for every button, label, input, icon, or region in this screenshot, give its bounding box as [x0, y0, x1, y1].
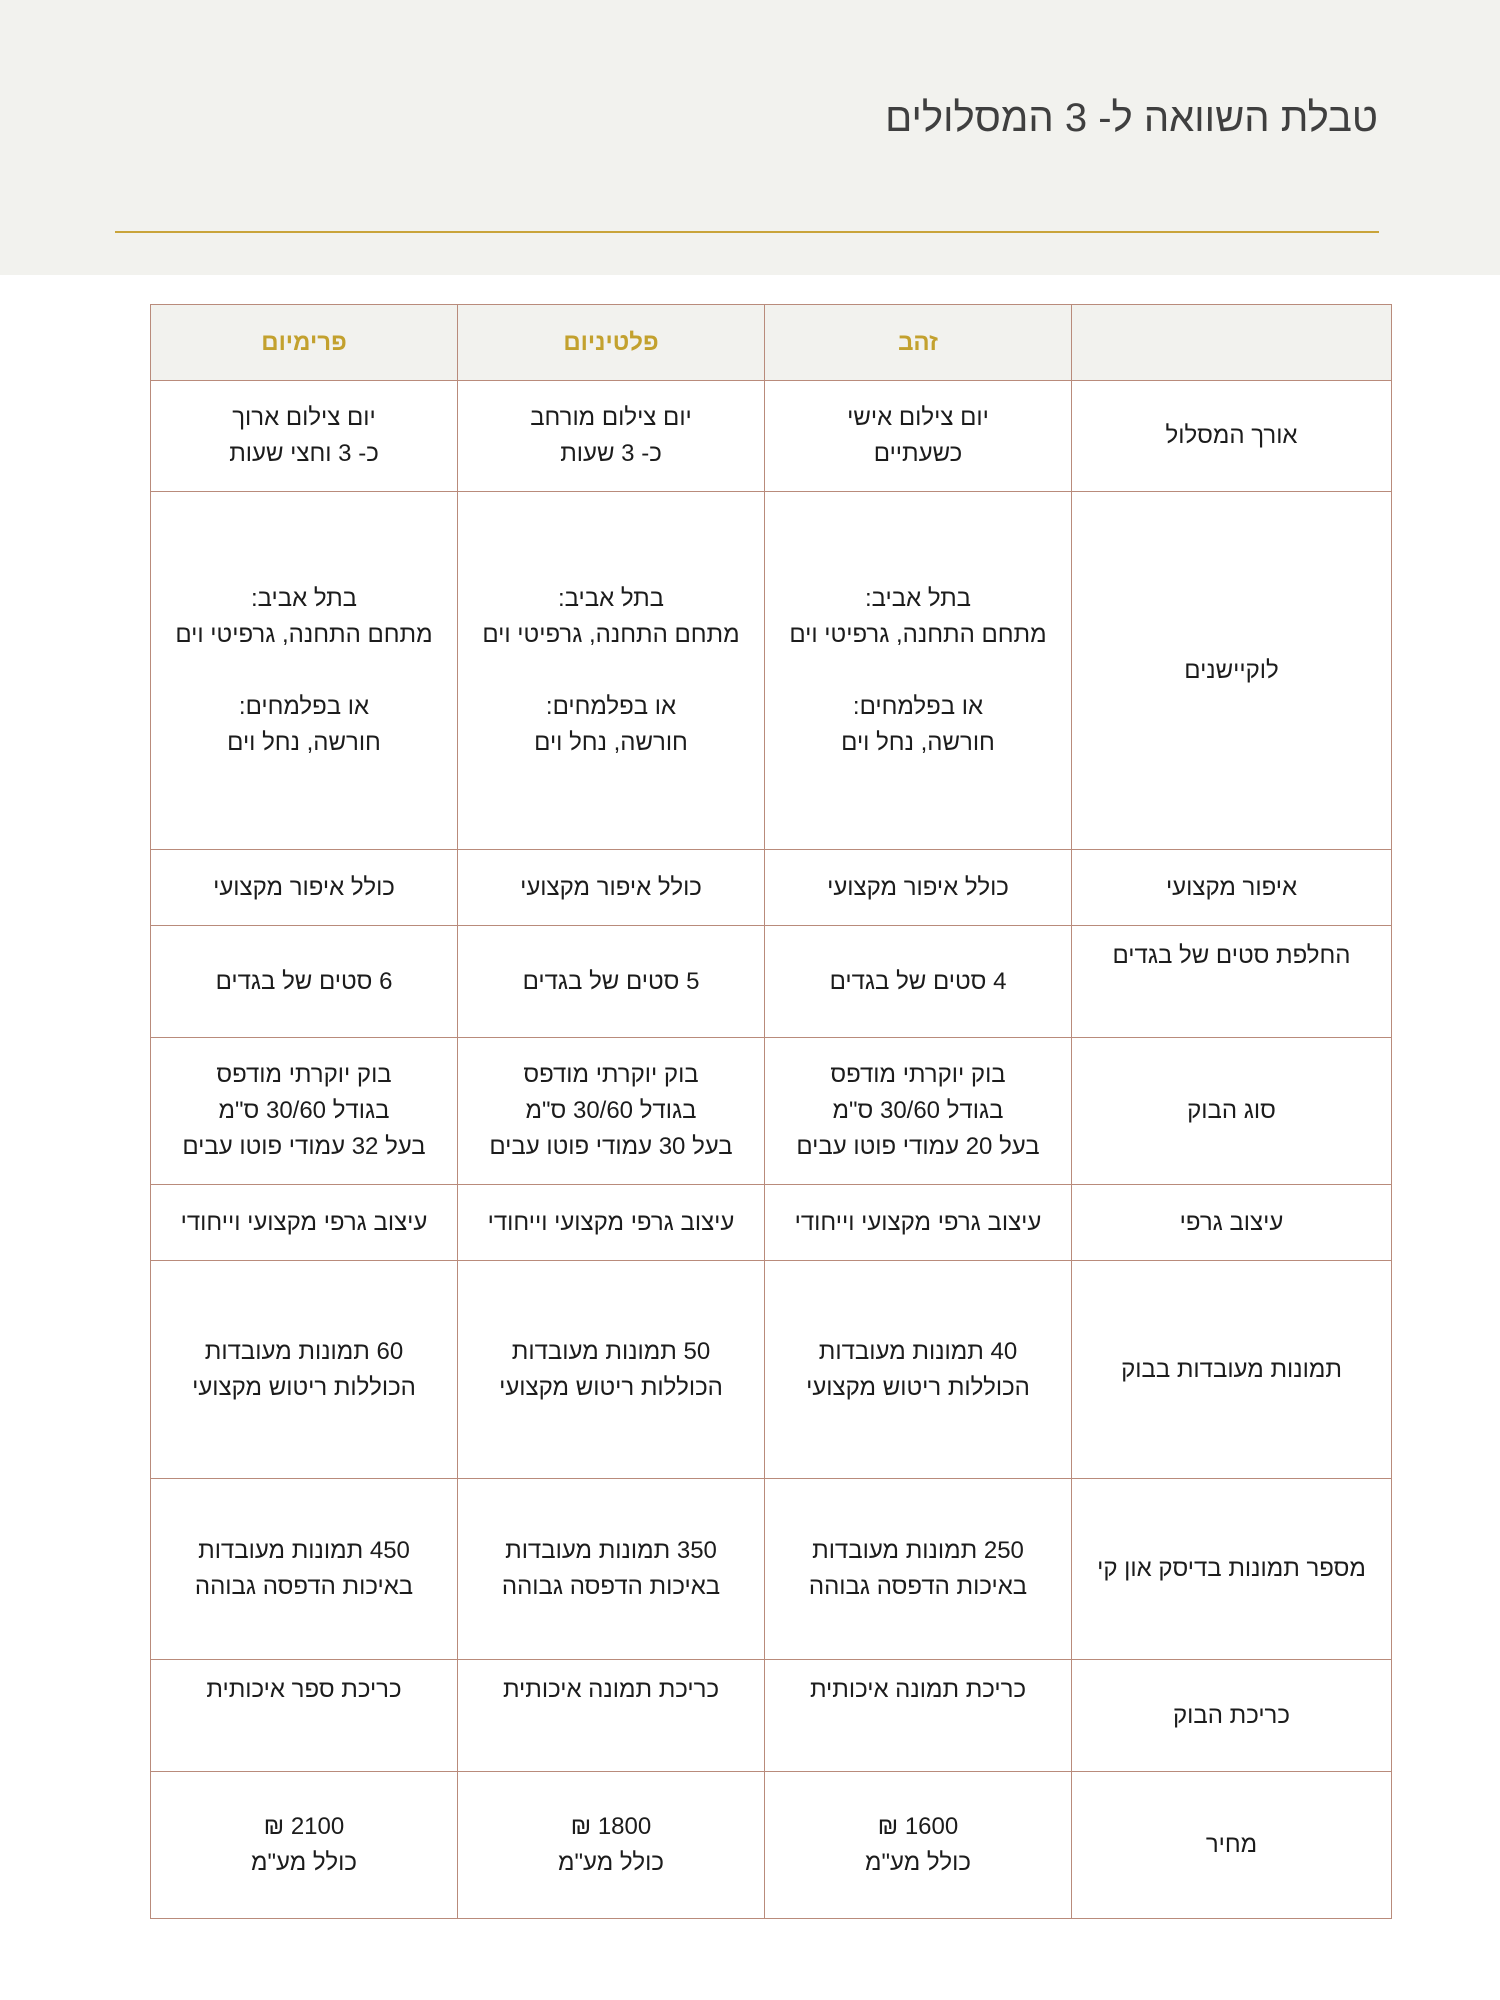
table-cell: [151, 1479, 458, 1660]
table-cell: [151, 850, 458, 926]
table-row: [151, 1660, 1392, 1772]
cell-line: מתחם התחנה, גרפיטי וים: [175, 620, 433, 648]
table-cell: [765, 1038, 1072, 1185]
cell-line: 450 תמונות מעובדות: [198, 1537, 410, 1564]
table-row: [151, 850, 1392, 926]
table-cell: [151, 1660, 458, 1772]
table-cell: [458, 381, 765, 492]
table-row: [151, 381, 1392, 492]
cell-line: כולל איפור מקצועי: [520, 873, 702, 901]
title-divider: [115, 231, 1379, 233]
cell-line: באיכות הדפסה גבוהה: [501, 1573, 721, 1600]
cell-line: עיצוב גרפי מקצועי וייחודי: [794, 1208, 1042, 1236]
cell-line: בתל אביב:: [557, 584, 665, 612]
cell-line: 50 תמונות מעובדות: [511, 1337, 711, 1365]
table-cell: [458, 1660, 765, 1772]
table-cell: [151, 1261, 458, 1479]
table-row: [151, 1185, 1392, 1261]
cell-line: הכוללות ריטוש מקצועי: [192, 1373, 416, 1401]
cell-line: 350 תמונות מעובדות: [505, 1537, 717, 1564]
table-cell: [765, 926, 1072, 1038]
cell-line: כ- 3 וחצי שעות: [229, 440, 379, 467]
table-cell: [151, 492, 458, 850]
cell-line: 60 תמונות מעובדות: [204, 1337, 404, 1365]
cell-line: הכוללות ריטוש מקצועי: [806, 1373, 1030, 1401]
cell-line: בתל אביב:: [250, 584, 358, 612]
table-cell: [151, 1772, 458, 1919]
row-label: מחיר: [1072, 1772, 1392, 1919]
cell-line: חורשה, נחל וים: [841, 728, 995, 756]
header-cell-empty: [1072, 305, 1392, 381]
row-label: כריכת הבוק: [1072, 1660, 1392, 1772]
table-row: [151, 492, 1392, 850]
table-row: [151, 926, 1392, 1038]
cell-line: בגודל 30/60 ס"מ: [525, 1097, 697, 1124]
cell-line: 40 תמונות מעובדות: [818, 1337, 1018, 1365]
table-cell: [458, 1261, 765, 1479]
cell-line: 5 סטים של בגדים: [522, 967, 700, 995]
table-cell: [458, 492, 765, 850]
cell-line: כשעתיים: [873, 440, 963, 467]
header-cell-platinum: פלטיניום: [458, 305, 765, 381]
cell-line: בתל אביב:: [864, 584, 972, 612]
cell-line: כריכת תמונה איכותית: [502, 1676, 720, 1703]
cell-line: 1800 ₪: [570, 1813, 652, 1840]
cell-line: 250 תמונות מעובדות: [812, 1537, 1024, 1564]
cell-line: כולל איפור מקצועי: [213, 873, 395, 901]
cell-line: באיכות הדפסה גבוהה: [194, 1573, 414, 1600]
row-label: סוג הבוק: [1072, 1038, 1392, 1185]
cell-line: באיכות הדפסה גבוהה: [808, 1573, 1028, 1600]
cell-line: יום צילום ארוך: [232, 404, 376, 431]
table-row: [151, 1772, 1392, 1919]
cell-line: כולל מע"מ: [558, 1849, 664, 1876]
row-label: מספר תמונות בדיסק און קי: [1072, 1479, 1392, 1660]
cell-line: כריכת ספר איכותית: [206, 1676, 402, 1703]
table-cell: [151, 381, 458, 492]
cell-line: יום צילום אישי: [847, 404, 989, 431]
cell-line: או בפלמחים:: [852, 692, 984, 720]
table-cell: [458, 1479, 765, 1660]
cell-line: הכוללות ריטוש מקצועי: [499, 1373, 723, 1401]
cell-line: עיצוב גרפי מקצועי וייחודי: [487, 1208, 735, 1236]
page-title: טבלת השוואה ל- 3 המסלולים: [885, 96, 1378, 140]
cell-line: בוק יוקרתי מודפס: [216, 1061, 392, 1088]
cell-line: כולל מע"מ: [251, 1849, 357, 1876]
row-label: איפור מקצועי: [1072, 850, 1392, 926]
cell-line: כולל מע"מ: [865, 1849, 971, 1876]
cell-line: מתחם התחנה, גרפיטי וים: [482, 620, 740, 648]
cell-line: בגודל 30/60 ס"מ: [218, 1097, 390, 1124]
cell-line: יום צילום מורחב: [530, 404, 692, 431]
cell-line: בעל 20 עמודי פוטו עבים: [796, 1133, 1040, 1160]
cell-line: 1600 ₪: [877, 1813, 959, 1840]
table-cell: [765, 381, 1072, 492]
cell-line: או בפלמחים:: [545, 692, 677, 720]
table-cell: [765, 1660, 1072, 1772]
cell-line: בעל 32 עמודי פוטו עבים: [182, 1133, 426, 1160]
table-row: [151, 1038, 1392, 1185]
table-cell: [151, 1038, 458, 1185]
table-cell: [765, 492, 1072, 850]
table-cell: [458, 850, 765, 926]
cell-line: כריכת תמונה איכותית: [809, 1676, 1027, 1703]
table-header-row: [151, 305, 1392, 381]
comparison-table: [150, 304, 1392, 1919]
row-label: החלפת סטים של בגדים: [1072, 926, 1392, 1038]
table-row: [151, 1261, 1392, 1479]
table-cell: [458, 926, 765, 1038]
table-cell: [765, 1772, 1072, 1919]
table-cell: [765, 1261, 1072, 1479]
row-label: אורך המסלול: [1072, 381, 1392, 492]
table-cell: [765, 1185, 1072, 1261]
cell-line: עיצוב גרפי מקצועי וייחודי: [180, 1208, 428, 1236]
header-cell-gold: זהב: [765, 305, 1072, 381]
cell-line: 6 סטים של בגדים: [215, 967, 393, 995]
row-label: עיצוב גרפי: [1072, 1185, 1392, 1261]
cell-line: [771, 653, 1065, 689]
cell-line: חורשה, נחל וים: [227, 728, 381, 756]
table-cell: [151, 926, 458, 1038]
cell-line: [157, 653, 451, 689]
table-cell: [458, 1772, 765, 1919]
table-row: [151, 1479, 1392, 1660]
table-cell: [458, 1038, 765, 1185]
cell-line: בגודל 30/60 ס"מ: [832, 1097, 1004, 1124]
cell-line: בעל 30 עמודי פוטו עבים: [489, 1133, 733, 1160]
cell-line: [464, 653, 758, 689]
cell-line: 4 סטים של בגדים: [829, 967, 1007, 995]
cell-line: 2100 ₪: [263, 1813, 345, 1840]
cell-line: או בפלמחים:: [238, 692, 370, 720]
row-label: תמונות מעובדות בבוק: [1072, 1261, 1392, 1479]
row-label: לוקיישנים: [1072, 492, 1392, 850]
table-body: [151, 381, 1392, 1919]
cell-line: מתחם התחנה, גרפיטי וים: [789, 620, 1047, 648]
cell-line: חורשה, נחל וים: [534, 728, 688, 756]
table-cell: [765, 850, 1072, 926]
cell-line: בוק יוקרתי מודפס: [830, 1061, 1006, 1088]
cell-line: כולל איפור מקצועי: [827, 873, 1009, 901]
table-cell: [151, 1185, 458, 1261]
table-cell: [458, 1185, 765, 1261]
cell-line: כ- 3 שעות: [560, 440, 662, 467]
cell-line: בוק יוקרתי מודפס: [523, 1061, 699, 1088]
header-cell-premium: פרימיום: [151, 305, 458, 381]
table-cell: [765, 1479, 1072, 1660]
